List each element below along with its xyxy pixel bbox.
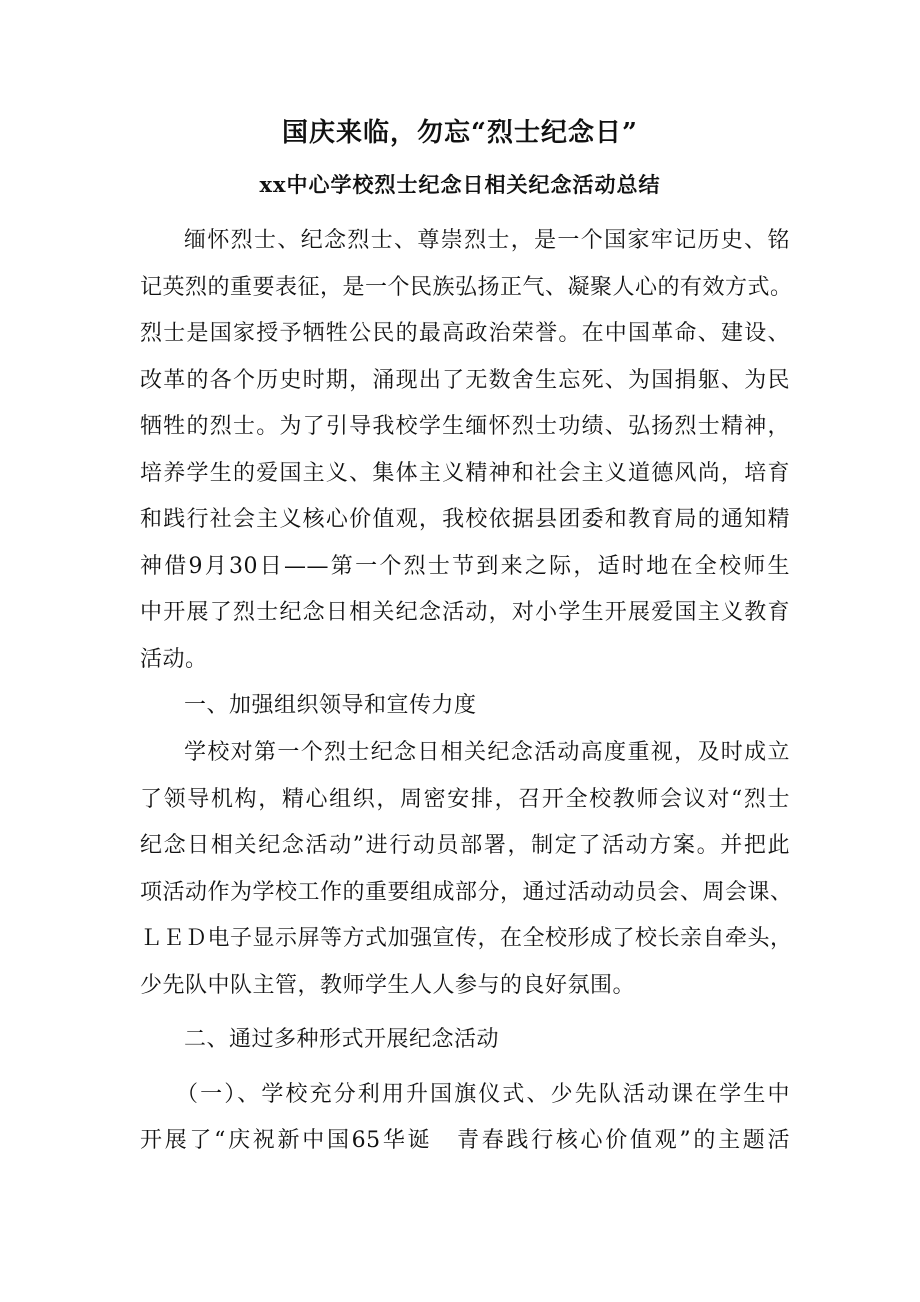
paragraph-line: 项活动作为学校工作的重要组成部分，通过活动动员会、周会课、: [140, 879, 793, 905]
paragraph-line: 中开展了烈士纪念日相关纪念活动，对小学生开展爱国主义教育: [140, 600, 790, 626]
paragraph-line: 学校对第一个烈士纪念日相关纪念活动高度重视，及时成立: [184, 740, 790, 766]
paragraph-line: 缅怀烈士、纪念烈士、尊崇烈士，是一个国家牢记历史、铭: [184, 228, 790, 253]
paragraph-line: ＬＥＤ电子显示屏等方式加强宣传，在全校形成了校长亲自牵头，: [140, 926, 793, 952]
document-body: [140, 218, 793, 1165]
paragraph-line: 开展了“庆祝新中国65华诞 青春践行核心价值观”的主题活: [140, 1128, 790, 1154]
document-title: 国庆来临，勿忘“烈士纪念日”: [282, 118, 638, 148]
paragraph-line: 烈士是国家授予牺牲公民的最高政治荣誉。在中国革命、建设、: [140, 321, 790, 347]
section-heading-2: 二、通过多种形式开展纪念活动: [184, 1027, 500, 1053]
spacer: [140, 1064, 790, 1072]
document-subtitle: xx中心学校烈士纪念日相关纪念活动总结: [259, 172, 661, 197]
spacer: [140, 1009, 790, 1017]
paragraph-line: 少先队中队主管，教师学生人人参与的良好氛围。: [140, 972, 636, 998]
paragraph-line: 培养学生的爱国主义、集体主义精神和社会主义道德风尚，培育: [140, 460, 790, 486]
paragraph-line: 改革的各个历史时期，涌现出了无数舍生忘死、为国捐躯、为民: [140, 367, 790, 393]
paragraph-line: 和践行社会主义核心价值观，我校依据县团委和教育局的通知精: [140, 507, 790, 533]
paragraph-line: 纪念日相关纪念活动”进行动员部署，制定了活动方案。并把此: [140, 833, 790, 859]
section-heading-1: 一、加强组织领导和宣传力度: [184, 693, 477, 719]
paragraph-line: 了领导机构，精心组织，周密安排，召开全校教师会议对“烈士: [140, 786, 790, 812]
paragraph-line: 牺牲的烈士。为了引导我校学生缅怀烈士功绩、弘扬烈士精神，: [140, 414, 790, 440]
paragraph-line: （一）、学校充分利用升国旗仪式、少先队活动课在学生中: [176, 1081, 790, 1107]
paragraph-line: 记英烈的重要表征，是一个民族弘扬正气、凝聚人心的有效方式。: [140, 274, 793, 300]
paragraph-line: 神借9月30日——第一个烈士节到来之际，适时地在全校师生: [140, 553, 790, 579]
paragraph-line: 活动。: [140, 646, 208, 672]
